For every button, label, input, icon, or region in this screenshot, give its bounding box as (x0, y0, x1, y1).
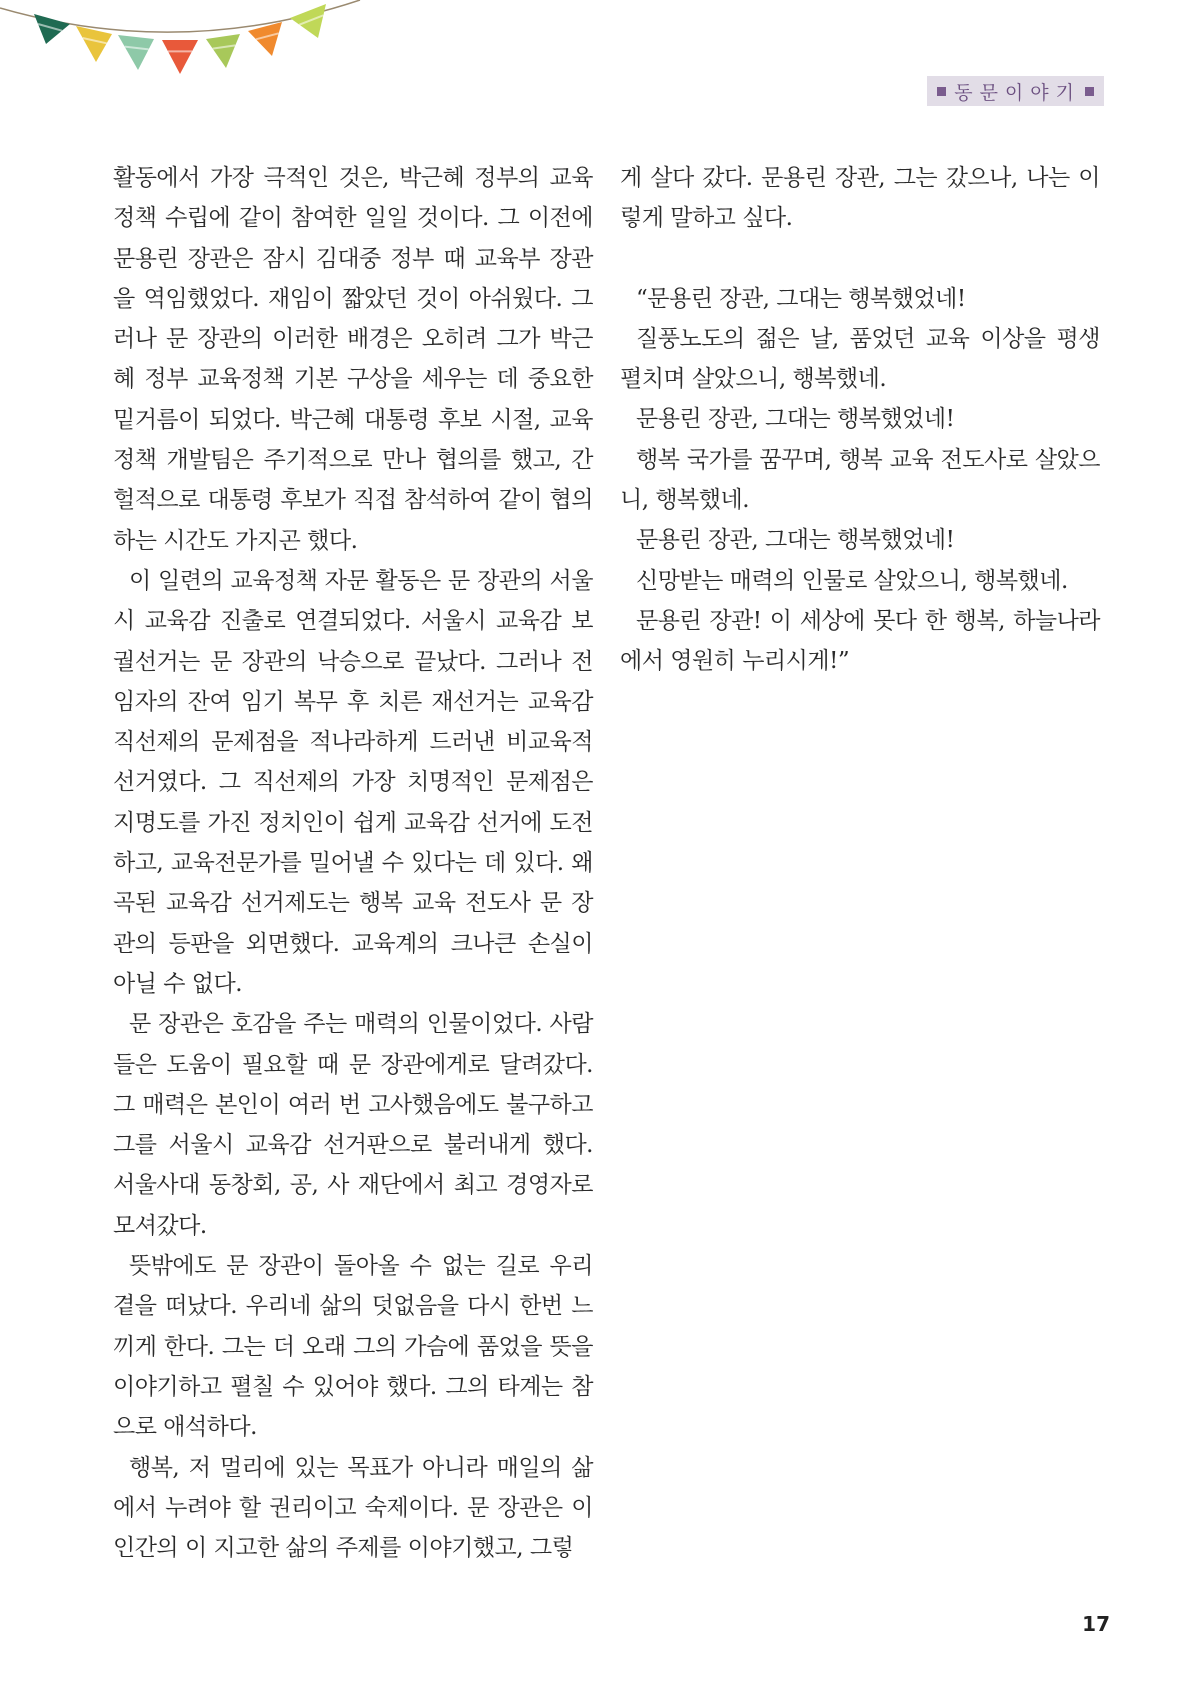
section-tag (927, 76, 1104, 106)
bunting-decoration (0, 0, 380, 92)
poem-line: 문용린 장관! 이 세상에 못다 한 행복, 하늘나라에서 영원히 누리시게!” (620, 607, 1100, 675)
paragraph: 이 일련의 교육정책 자문 활동은 문 장관의 서울시 교육감 진출로 연결되었다. 서울시 교육감 보궐선거는 문 장관의 낙승으로 끝났다. 그러나 전임자의 잔여 임기 복무 후 치른 재선거는 교육감 직선제의 문제점을 적나라하게 드러낸 비교육적 선거였다. 그 직선제의 가장 치명적인 문제점은 지명도를 가진 정치인이 쉽게 교육감 선거에 도전하고, 교육전문가를 밀어낼 수 있다는 데 있다. 왜곡된 교육감 선거제도는 행복 교육 전도사 문 장관의 등판을 외면했다. 교육계의 크나큰 손실이 아닐 수 없다. (113, 567, 593, 997)
poem-line: 신망받는 매력의 인물로 살았으니, 행복했네. (636, 567, 1068, 594)
section-label: 동문이야기 (954, 81, 1081, 104)
poem-line: 행복 국가를 꿈꾸며, 행복 교육 전도사로 살았으니, 행복했네. (620, 446, 1100, 514)
right-column (620, 158, 1100, 682)
square-bullet-icon (937, 87, 946, 96)
poem-line: 문용린 장관, 그대는 행복했었네! (636, 406, 955, 433)
bunting-flag (162, 40, 198, 74)
bunting-flag (76, 26, 112, 62)
paragraph: 행복, 저 멀리에 있는 목표가 아니라 매일의 삶에서 누려야 할 권리이고 숙제이다. 문 장관은 이 인간의 이 지고한 삶의 주제를 이야기했고, 그렇 (113, 1454, 593, 1562)
left-column (113, 158, 593, 1568)
paragraph: 문 장관은 호감을 주는 매력의 인물이었다. 사람들은 도움이 필요할 때 문 장관에게로 달려갔다. 그 매력은 본인이 여러 번 고사했음에도 불구하고 그를 서울시 교육감 선거판으로 불러내게 했다. 서울사대 동창회, 공, 사 재단에서 최고 경영자로 모셔갔다. (113, 1011, 593, 1239)
page-number: 17 (1082, 1612, 1110, 1636)
poem-line: “문용린 장관, 그대는 행복했었네! (636, 285, 966, 312)
bunting-flag (248, 22, 282, 56)
paragraph: 게 살다 갔다. 문용린 장관, 그는 갔으나, 나는 이렇게 말하고 싶다. (620, 165, 1100, 232)
square-bullet-icon (1085, 87, 1094, 96)
bunting-flag (206, 34, 240, 68)
paragraph: 뜻밖에도 문 장관이 돌아올 수 없는 길로 우리 곁을 떠났다. 우리네 삶의 덧없음을 다시 한번 느끼게 한다. 그는 더 오래 그의 가슴에 품었을 뜻을 이야기하고 펼칠 수 있어야 했다. 그의 타계는 참으로 애석하다. (113, 1253, 593, 1441)
paragraph: 활동에서 가장 극적인 것은, 박근혜 정부의 교육정책 수립에 같이 참여한 일일 것이다. 그 이전에 문용린 장관은 잠시 김대중 정부 때 교육부 장관을 역임했었다. 재임이 짧았던 것이 아쉬웠다. 그러나 문 장관의 이러한 배경은 오히려 그가 박근혜 정부 교육정책 기본 구상을 세우는 데 중요한 밑거름이 되었다. 박근혜 대통령 후보 시절, 교육정책 개발팀은 주기적으로 만나 협의를 했고, 간헐적으로 대통령 후보가 직접 참석하여 같이 협의하는 시간도 가지곤 했다. (113, 165, 593, 554)
bunting-flag (34, 14, 70, 44)
poem-line: 질풍노도의 젊은 날, 품었던 교육 이상을 평생 펼치며 살았으니, 행복했네. (620, 325, 1100, 393)
bunting-flag (118, 35, 154, 70)
poem-line: 문용린 장관, 그대는 행복했었네! (636, 527, 955, 554)
